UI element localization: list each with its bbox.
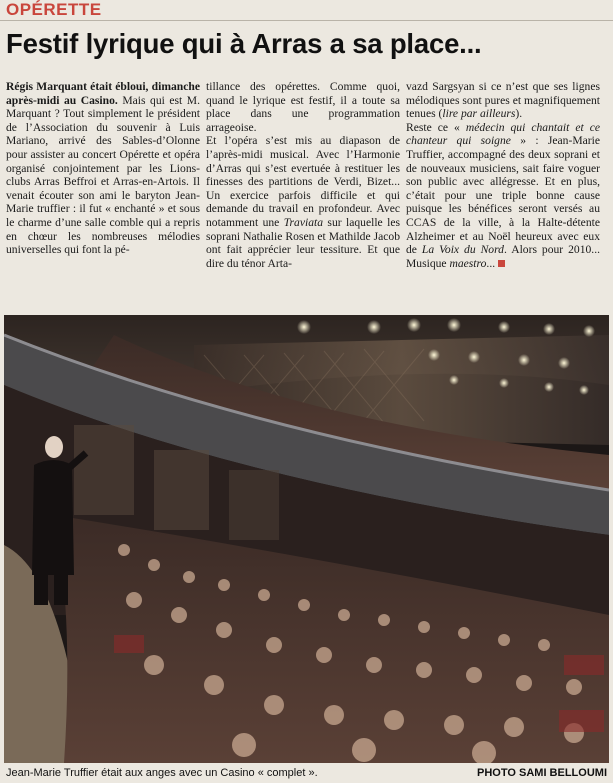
photo-caption: Jean-Marie Truffier était aux anges avec un Casino « complet ».	[6, 767, 318, 779]
column-2-text-a: Et l’opéra s’est mis au diapason de l’après-midi musical. Avec l’Harmonie d’Arras qui s’est evertuée à restituer les finesses des partitions de Verdi, Bizet... Un exercice parfois difficile et qui demande du travail en profondeur. Avec notamment une	[206, 134, 400, 229]
concert-hall-illustration	[4, 315, 609, 763]
column-1-paragraph	[6, 80, 200, 257]
rubric-divider	[0, 20, 613, 21]
column-2-text-b: sur laquelle les soprani Nathalie Rosen et Mathilde Jacob ont fait apprécier leur tessiture. Et que dire du ténor Arta-	[206, 215, 400, 270]
column-3	[406, 80, 606, 302]
article-headline: Festif lyrique qui à Arras a sa place...	[6, 28, 482, 59]
photo-credit: PHOTO SAMI BELLOUMI	[477, 767, 607, 779]
lead-sentence: Régis Marquant était ébloui, dimanche après-midi au Casino.	[6, 80, 200, 107]
section-rubric: OPÉRETTE	[6, 0, 102, 19]
column-3-text-e: . Alors pour 2010... Musique	[406, 243, 601, 270]
cross-reference: lire par ailleurs	[442, 107, 516, 121]
end-of-article-mark	[498, 260, 505, 267]
column-1-text: Mais qui est M. Marquant ? Tout simplement le président de l’Association du souvenir à Luis Mariano, arrivé des Sables-d’Olonne pour assister au concert Opérette et opéra organisé conjointement par les Lions-clubs Arras Beffroi et Arras-en-Artois. Il venait écouter son ami le baryton Jean-Marie truffier : il fut « enchanté » et sous le charme d’une salle comble qui a repris en chœur les nombreuses mélodies universelles qui font la pé-	[6, 93, 200, 257]
doctor-quote: médecin qui chantait et ce chanteur qui soigne	[406, 120, 600, 148]
traviata-title: Traviata	[283, 215, 324, 229]
column-2	[206, 80, 406, 302]
column-2-paragraph-2	[206, 134, 400, 270]
column-3-text-d: » : Jean-Marie Truffier, accompagné des deux soprani et de nouveaux musiciens, sait faire voguer son public avec allégresse. Et en plus, c’était pour une triple bonne cause puisque les bénéfices seront versés au CCAS de la ville, à la Halte-détente Alzheimer et au Noël heureux avec eux de	[406, 134, 601, 257]
concert-hall-photo	[4, 315, 609, 763]
column-3-text-a: vazd Sargsyan si ce n’est que ses lignes mélodiques sont pures et magnifiquement tenues (	[406, 80, 600, 121]
newspaper-name: La Voix du Nord	[421, 243, 504, 257]
column-1	[6, 80, 206, 302]
article-body	[6, 80, 608, 302]
column-3-text-c: Reste ce «	[406, 120, 466, 134]
column-3-text-b: ).	[515, 107, 523, 121]
column-3-paragraph-2	[406, 121, 600, 271]
column-3-text-f: ...	[486, 256, 496, 270]
column-3-paragraph-1	[406, 80, 600, 121]
maestro-word: maestro	[449, 256, 487, 270]
column-2-paragraph-1: tillance des opérettes. Comme quoi, quand le lyrique est festif, il a toute sa place dans une programmation arrageoise.	[206, 80, 400, 134]
